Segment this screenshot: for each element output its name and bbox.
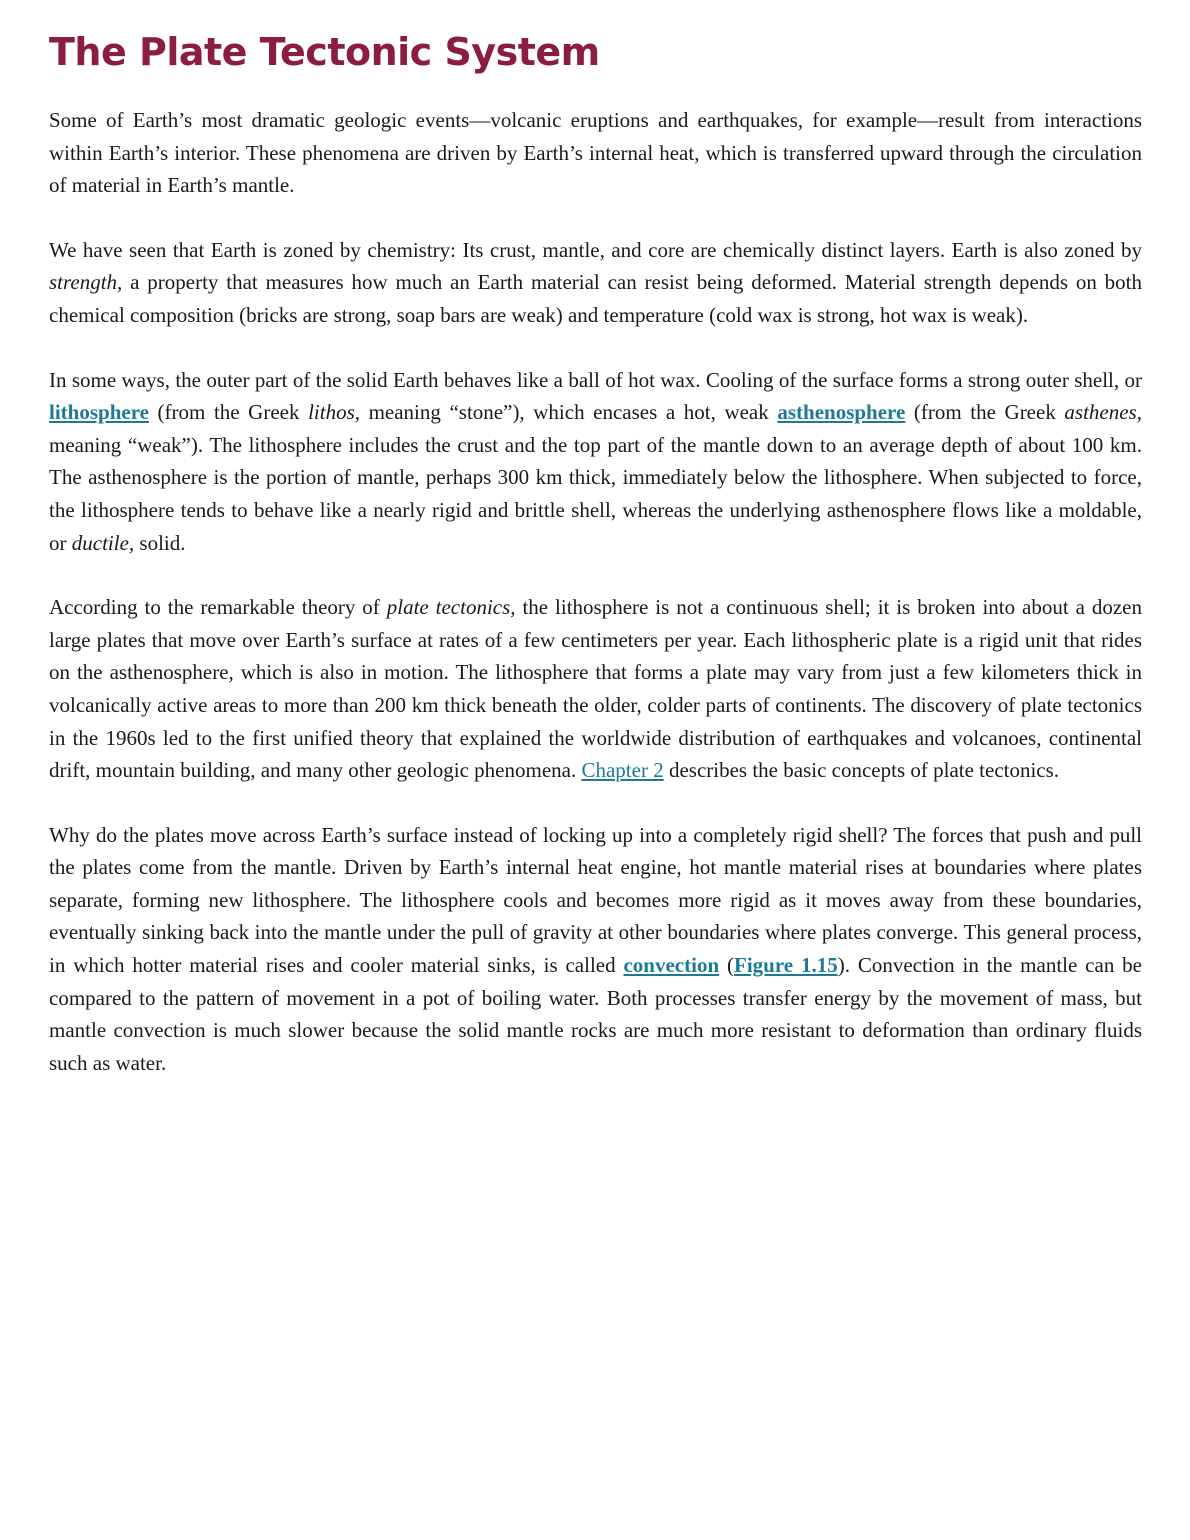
glossary-link-lithosphere[interactable]: lithosphere [49,400,149,425]
paragraph-text: a property that measures how much an Earth material can resist being deformed. Material strength depends on both chemical composition (bricks are strong, soap bars are weak) and temperature (cold wax is strong, hot wax is weak). [49,270,1142,327]
figure-1-15-link[interactable]: Figure 1.15 [734,953,838,978]
paragraph-text: meaning “weak”). The lithosphere includes the crust and the top part of the mantle down to an average depth of about 100 km. The asthenosphere is the portion of mantle, perhaps 300 km thick, immediately below the lithosphere. When subjected to force, the lithosphere tends to behave like a nearly rigid and brittle shell, whereas the underlying asthenosphere flows like a moldable, or [49,432,1142,555]
glossary-link-asthenosphere[interactable]: asthenosphere [777,400,906,425]
paragraph-text: the lithosphere is not a continuous shell; it is broken into about a dozen large plates that move over Earth’s surface at rates of a few centimeters per year. Each lithospheric plate is a rigid unit that rides on the asthenosphere, which is also in motion. The lithosphere that forms a plate may vary from just a few kilometers thick in volcanically active areas to more than 200 km thick beneath the older, colder parts of continents. The discovery of plate tectonics in the 1960s led to the first unified theory that explained the worldwide distribution of earthquakes and volcanoes, continental drift, mountain building, and many other geologic phenomena. [49,595,1142,783]
paragraph-text: (from the Greek [148,400,309,425]
paragraph-text: describes the basic concepts of plate tectonics. [663,758,1060,783]
paragraph-intro [49,104,1142,202]
paragraph-text: ( [719,953,734,978]
paragraph-lithosphere [49,364,1142,560]
glossary-link-convection[interactable]: convection [623,953,720,978]
paragraph-text: (from the Greek [905,400,1065,425]
paragraph-text: In some ways, the outer part of the solid Earth behaves like a ball of hot wax. Cooling of the surface forms a strong outer shell, or [49,367,1142,392]
paragraph-text: meaning “stone”), which encases a hot, weak [360,400,778,425]
emphasis-term: strength, [49,270,123,295]
paragraph-text: According to the remarkable theory of [49,595,387,620]
emphasis-term: lithos, [308,400,360,425]
emphasis-term: asthenes, [1064,400,1142,425]
paragraph-strength [49,234,1142,332]
paragraph-text: solid. [134,530,186,555]
paragraph-plate-tectonics [49,591,1142,787]
paragraph-text: Some of Earth’s most dramatic geologic events—volcanic eruptions and earthquakes, for example—result from interactions within Earth’s interior. These phenomena are driven by Earth’s internal heat, which is transferred upward through the circulation of material in Earth’s mantle. [49,108,1142,198]
paragraph-convection [49,819,1142,1080]
emphasis-term: plate tectonics, [386,595,516,620]
page-title: The Plate Tectonic System [49,30,600,74]
paragraph-text: Why do the plates move across Earth’s surface instead of locking up into a completely rigid shell? The forces that push and pull the plates come from the mantle. Driven by Earth’s internal heat engine, hot mantle material rises at boundaries where plates separate, forming new lithosphere. The lithosphere cools and becomes more rigid as it moves away from these boundaries, eventually sinking back into the mantle under the pull of gravity at other boundaries where plates converge. This general process, in which hotter material rises and cooler material sinks, is called [49,822,1142,978]
paragraph-text: We have seen that Earth is zoned by chemistry: Its crust, mantle, and core are chemically distinct layers. Earth is also zoned by [49,237,1142,262]
emphasis-term: ductile, [71,530,135,555]
chapter-2-link[interactable]: Chapter 2 [581,758,664,783]
paragraph-text: ). Convection in the mantle can be compared to the pattern of movement in a pot of boiling water. Both processes transfer energy by the movement of mass, but mantle convection is much slower because the solid mantle rocks are much more resistant to deformation than ordinary fluids such as water. [49,953,1143,1075]
